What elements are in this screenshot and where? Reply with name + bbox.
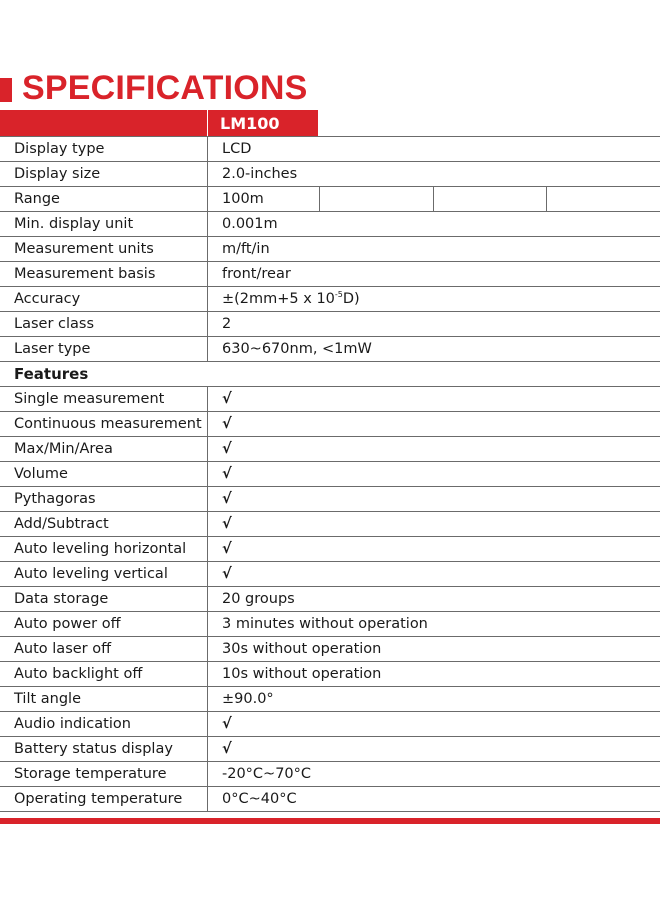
feature-label: Continuous measurement — [0, 412, 208, 437]
table-row — [0, 312, 660, 337]
table-row — [0, 512, 660, 537]
table-row — [0, 612, 660, 637]
table-row — [0, 637, 660, 662]
feature-value: √ — [208, 462, 660, 487]
range-value: 100m — [222, 191, 264, 207]
spec-label: Min. display unit — [0, 212, 208, 237]
feature-label: Add/Subtract — [0, 512, 208, 537]
feature-value: 3 minutes without operation — [208, 612, 660, 637]
table-row — [0, 662, 660, 687]
feature-label: Auto power off — [0, 612, 208, 637]
table-header — [0, 110, 660, 137]
feature-label: Max/Min/Area — [0, 437, 208, 462]
spec-label: Measurement basis — [0, 262, 208, 287]
feature-label: Data storage — [0, 587, 208, 612]
feature-value: √ — [208, 712, 660, 737]
range-divider — [546, 187, 547, 211]
feature-value: 10s without operation — [208, 662, 660, 687]
feature-value: √ — [208, 387, 660, 412]
accuracy-prefix: ±(2mm+5 x 10 — [222, 291, 335, 307]
spec-label: Laser class — [0, 312, 208, 337]
feature-value: 0°C~40°C — [208, 787, 660, 812]
table-row — [0, 337, 660, 362]
feature-value: √ — [208, 512, 660, 537]
spec-value: 2 — [208, 312, 660, 337]
spec-value: front/rear — [208, 262, 660, 287]
table-row — [0, 687, 660, 712]
table-row — [0, 212, 660, 237]
feature-label: Auto backlight off — [0, 662, 208, 687]
feature-label: Storage temperature — [0, 762, 208, 787]
table-row — [0, 237, 660, 262]
table-row — [0, 487, 660, 512]
spec-table — [0, 137, 660, 812]
table-row — [0, 162, 660, 187]
range-divider — [319, 187, 320, 211]
bottom-accent-bar — [0, 818, 660, 824]
feature-value: √ — [208, 537, 660, 562]
feature-label: Battery status display — [0, 737, 208, 762]
spec-label: Laser type — [0, 337, 208, 362]
spec-value-accuracy — [208, 287, 660, 312]
feature-label: Auto leveling vertical — [0, 562, 208, 587]
feature-value: ±90.0° — [208, 687, 660, 712]
table-row — [0, 587, 660, 612]
table-row — [0, 412, 660, 437]
table-row — [0, 762, 660, 787]
feature-value: √ — [208, 562, 660, 587]
spec-value: 630~670nm, <1mW — [208, 337, 660, 362]
table-row — [0, 187, 660, 212]
table-row — [0, 462, 660, 487]
table-row — [0, 287, 660, 312]
feature-value: √ — [208, 412, 660, 437]
feature-label: Single measurement — [0, 387, 208, 412]
feature-value: √ — [208, 487, 660, 512]
spec-label: Display type — [0, 137, 208, 162]
spec-label: Measurement units — [0, 237, 208, 262]
accuracy-exponent: -5 — [334, 290, 343, 300]
spec-value: 2.0-inches — [208, 162, 660, 187]
table-row — [0, 787, 660, 812]
spec-label: Display size — [0, 162, 208, 187]
section-row — [0, 362, 660, 387]
features-heading: Features — [0, 362, 660, 387]
feature-value: 30s without operation — [208, 637, 660, 662]
feature-label: Operating temperature — [0, 787, 208, 812]
spec-label: Accuracy — [0, 287, 208, 312]
spec-value-range — [208, 187, 660, 212]
feature-label: Volume — [0, 462, 208, 487]
table-row — [0, 437, 660, 462]
title-accent-bar — [0, 78, 12, 102]
model-name: LM100 — [208, 110, 318, 137]
table-row — [0, 387, 660, 412]
table-row — [0, 712, 660, 737]
range-divider — [433, 187, 434, 211]
feature-label: Pythagoras — [0, 487, 208, 512]
table-row — [0, 137, 660, 162]
feature-label: Auto leveling horizontal — [0, 537, 208, 562]
table-row — [0, 262, 660, 287]
spec-value: m/ft/in — [208, 237, 660, 262]
spec-value: 0.001m — [208, 212, 660, 237]
feature-value: 20 groups — [208, 587, 660, 612]
feature-label: Tilt angle — [0, 687, 208, 712]
page-title: SPECIFICATIONS — [22, 69, 308, 107]
spec-label: Range — [0, 187, 208, 212]
feature-label: Auto laser off — [0, 637, 208, 662]
table-row — [0, 562, 660, 587]
table-row — [0, 737, 660, 762]
header-label-cell — [0, 110, 207, 137]
feature-value: √ — [208, 437, 660, 462]
feature-label: Audio indication — [0, 712, 208, 737]
feature-value: √ — [208, 737, 660, 762]
feature-value: -20°C~70°C — [208, 762, 660, 787]
accuracy-suffix: D) — [342, 291, 360, 307]
table-row — [0, 537, 660, 562]
spec-value: LCD — [208, 137, 660, 162]
